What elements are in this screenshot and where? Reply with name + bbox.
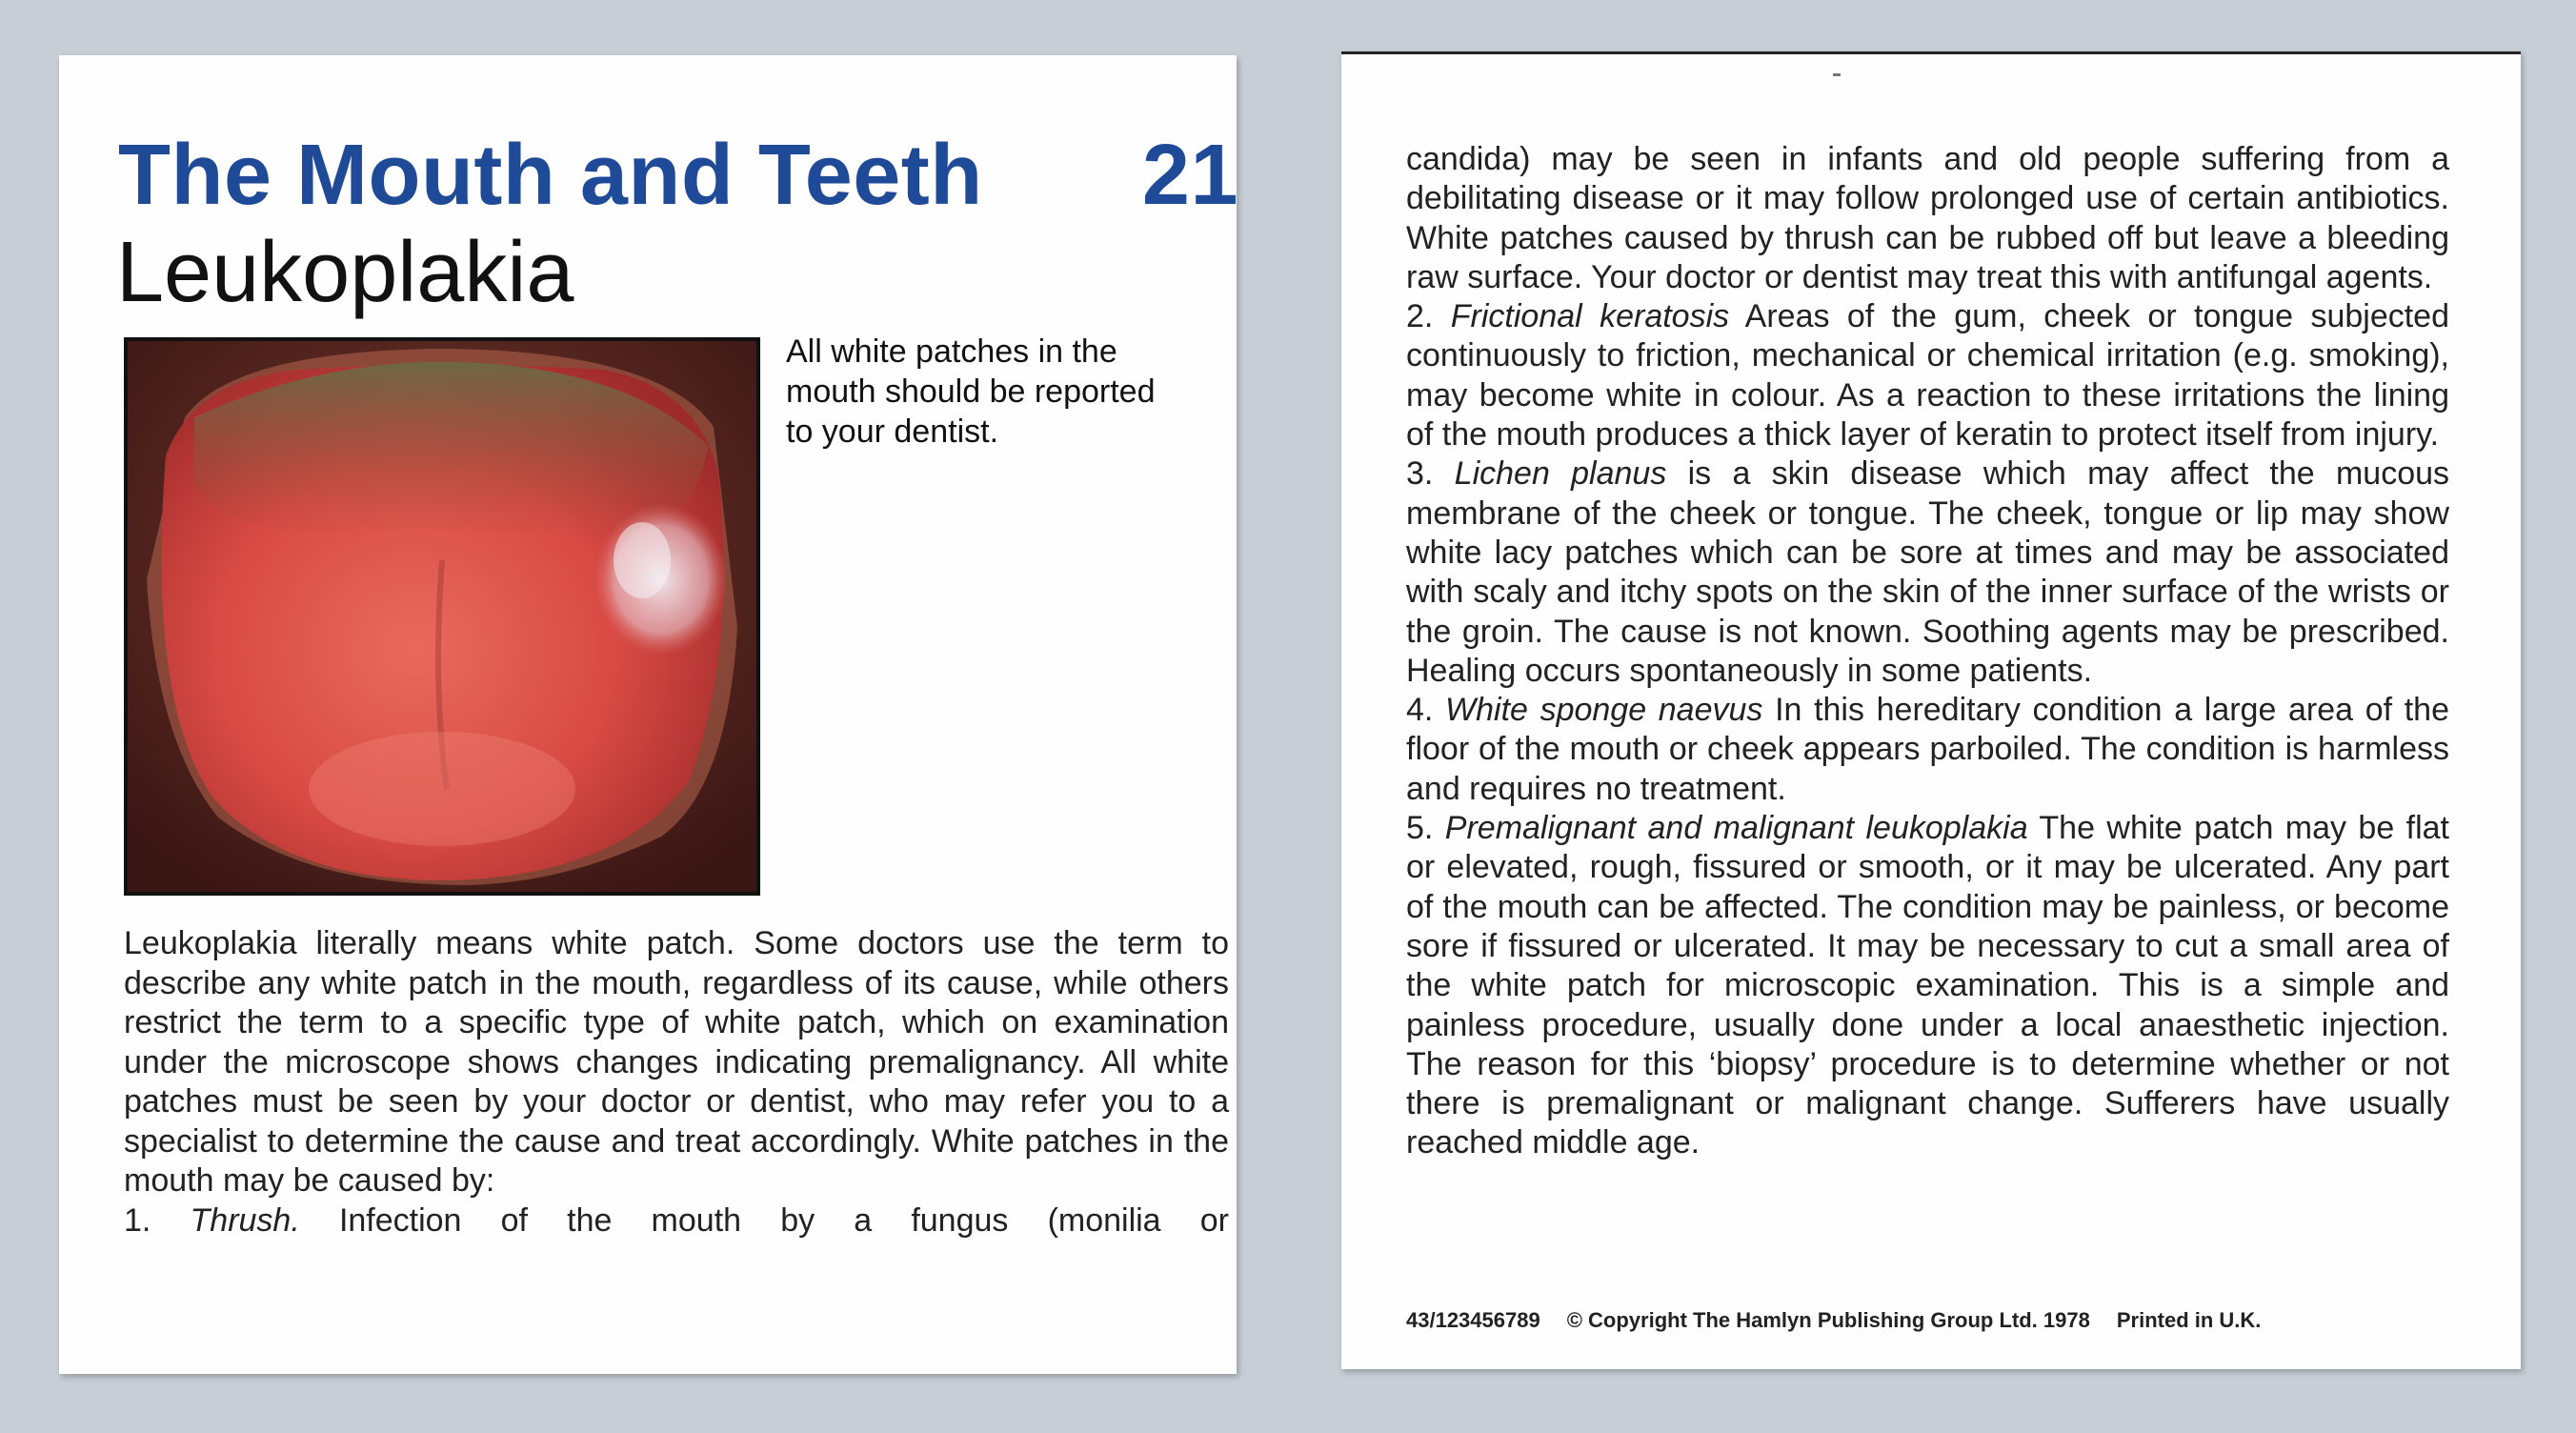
- item-frictional-keratosis: [1406, 297, 2449, 454]
- item-number: 2.: [1406, 298, 1434, 335]
- item-text: In this hereditary condition a large area of the floor of the mouth or cheek appears parboiled. The condition is harmless and requires no treatment.: [1406, 692, 2449, 807]
- card-number: 21: [1141, 128, 1238, 223]
- printed-in: Printed in U.K.: [2116, 1308, 2262, 1332]
- tongue-photo: [124, 337, 760, 896]
- item-text: Areas of the gum, cheek or tongue subjected continuously to friction, mechanical or chemical irritation (e.g. smoking), may become white in colour. As a reaction to these irritations the lining of the mouth produces a thick layer of keratin to protect itself from injury.: [1406, 298, 2449, 454]
- item-term: Premalignant and malignant leukoplakia: [1444, 810, 2028, 847]
- back-body-text: [1406, 140, 2449, 1163]
- tongue-illustration: [128, 341, 756, 892]
- print-speck: [1833, 73, 1841, 76]
- photo-caption: All white patches in the mouth should be reported to your dentist.: [786, 333, 1156, 450]
- item-number: 5.: [1406, 810, 1434, 847]
- item-malignant-leukoplakia: [1406, 809, 2449, 1163]
- item-thrush: [124, 1201, 1229, 1241]
- thrush-continued: candida) may be seen in infants and old people suffering from a debilitating disease or it may follow prolonged use of certain antibiotics. White patches caused by thrush can be rubbed off but leave a bleeding raw surface. Your doctor or dentist may treat this with antifungal agents.: [1406, 141, 2449, 295]
- card-subtitle: Leukoplakia: [116, 225, 574, 320]
- item-number: 3.: [1406, 455, 1434, 493]
- item-term: Lichen planus: [1454, 455, 1667, 493]
- intro-paragraph: Leukoplakia literally means white patch. Some doctors use the term to describe any white patch in the mouth, regardless of its cause, while others restrict the term to a specific type of white patch, which on examination under the microscope shows changes indicating premalignancy. All white patches must be seen by your doctor or dentist, who may refer you to a specialist to determine the cause and treat accordingly. White patches in the mouth may be caused by:: [124, 925, 1229, 1199]
- front-body-text: [124, 924, 1229, 1241]
- back-card: [1341, 51, 2521, 1369]
- item-text: is a skin disease which may affect the mucous membrane of the cheek or tongue. The cheek, tongue or lip may show white lacy patches which can be sore at times and may be associated with scaly and itchy spots on the skin of the inner surface of the wrists or the groin. The cause is not known. Soothing agents may be prescribed. Healing occurs spontaneously in some patients.: [1406, 455, 2450, 689]
- item-number: 1.: [124, 1201, 151, 1239]
- copyright-notice: © Copyright The Hamlyn Publishing Group Ltd. 1978: [1566, 1308, 2090, 1332]
- item-white-sponge-naevus: [1406, 691, 2449, 809]
- item-text: Infection of the mouth by a fungus (monilia or: [338, 1201, 1229, 1239]
- item-term: Thrush.: [190, 1201, 300, 1239]
- front-card: [59, 55, 1237, 1374]
- card-code: 43/123456789: [1406, 1308, 1540, 1332]
- item-lichen-planus: [1406, 454, 2449, 691]
- item-term: Frictional keratosis: [1450, 298, 1730, 335]
- card-title: [118, 128, 1238, 223]
- item-text: The white patch may be flat or elevated, rough, fissured or smooth, or it may be ulcerated. Any part of the mouth can be affected. The condition may be painless, or become sore if fissured or ulcerated. It may be necessary to cut a small area of the white patch for microscopic examination. This is a simple and painless procedure, usually done under a local anaesthetic injection. The reason for this ‘biopsy’ procedure is to determine whether or not there is premalignant or malignant change. Sufferers have usually reached middle age.: [1406, 810, 2449, 1161]
- item-term: White sponge naevus: [1445, 692, 1763, 729]
- card-footer: [1406, 1307, 2473, 1334]
- card-title-text: The Mouth and Teeth: [118, 128, 983, 223]
- item-number: 4.: [1406, 692, 1434, 729]
